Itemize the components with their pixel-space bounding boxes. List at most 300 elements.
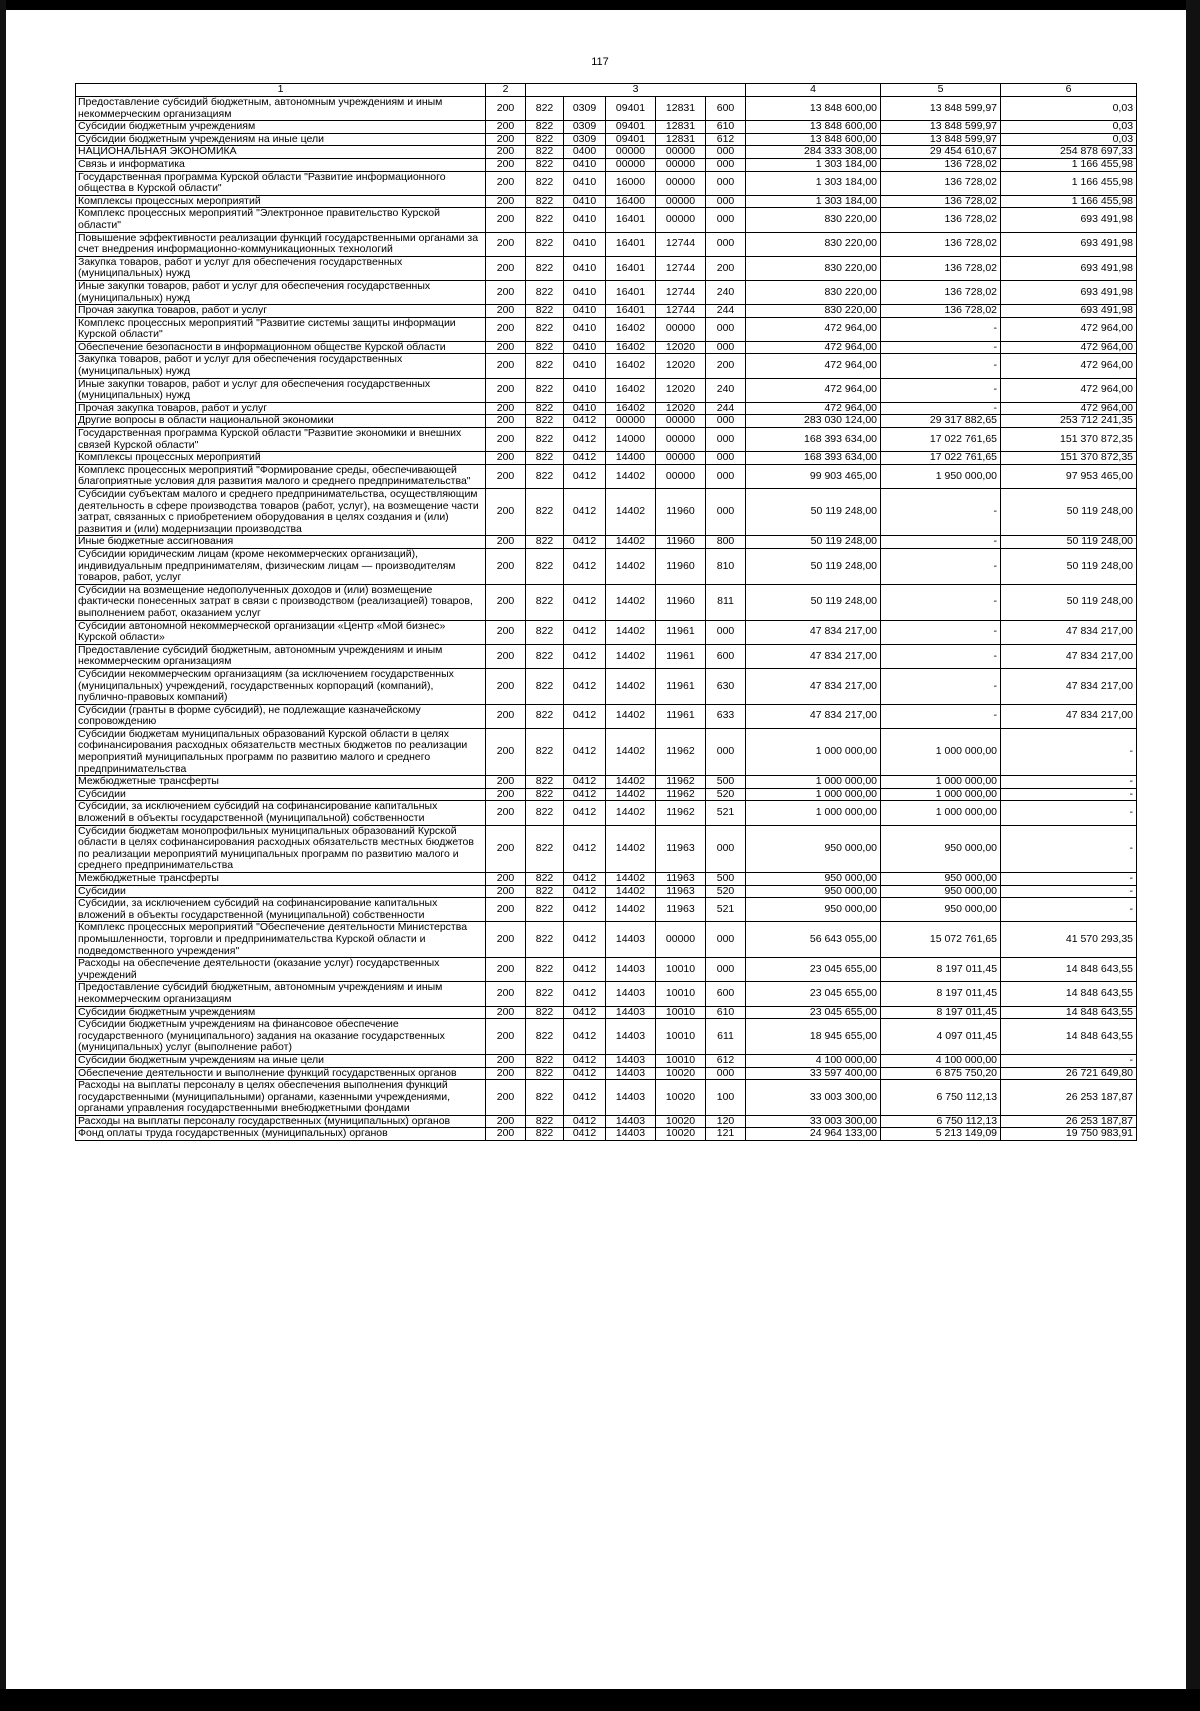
value-4-cell: 830 220,00: [746, 256, 881, 280]
table-row: [76, 428, 1137, 452]
code-7-cell: 520: [706, 788, 746, 801]
code-2-cell: 200: [486, 428, 526, 452]
row-name-cell: Комплекс процессных мероприятий "Обеспечение деятельности Министерства промышленности, торговли и предпринимательства Курской области и подведомственного учреждения": [76, 922, 486, 958]
code-7-cell: 000: [706, 452, 746, 465]
code-2-cell: 200: [486, 97, 526, 121]
value-5-cell: 950 000,00: [881, 885, 1001, 898]
row-name-cell: Субсидии: [76, 885, 486, 898]
scan-border-right: [1186, 0, 1200, 1711]
value-5-cell: -: [881, 584, 1001, 620]
code-7-cell: 000: [706, 317, 746, 341]
code-2-cell: 200: [486, 256, 526, 280]
value-5-cell: 950 000,00: [881, 898, 1001, 922]
table-row: [76, 584, 1137, 620]
value-5-cell: 4 100 000,00: [881, 1054, 1001, 1067]
value-4-cell: 950 000,00: [746, 825, 881, 872]
value-5-cell: -: [881, 644, 1001, 668]
code-4-cell: 0410: [564, 317, 606, 341]
value-6-cell: 1 166 455,98: [1001, 171, 1137, 195]
code-4-cell: 0412: [564, 1067, 606, 1080]
code-5-cell: 16400: [606, 195, 656, 208]
value-4-cell: 1 000 000,00: [746, 776, 881, 789]
code-4-cell: 0412: [564, 464, 606, 488]
code-7-cell: 240: [706, 280, 746, 304]
code-7-cell: 800: [706, 536, 746, 549]
code-2-cell: 200: [486, 548, 526, 584]
value-5-cell: 6 750 112,13: [881, 1115, 1001, 1128]
code-7-cell: 100: [706, 1080, 746, 1116]
code-3-cell: 822: [526, 133, 564, 146]
code-5-cell: 14402: [606, 620, 656, 644]
table-row: [76, 922, 1137, 958]
code-5-cell: 14402: [606, 668, 656, 704]
code-2-cell: 200: [486, 305, 526, 318]
code-6-cell: 10010: [656, 1054, 706, 1067]
code-5-cell: 09401: [606, 133, 656, 146]
row-name-cell: Закупка товаров, работ и услуг для обеспечения государственных (муниципальных) нужд: [76, 354, 486, 378]
code-2-cell: 200: [486, 776, 526, 789]
value-4-cell: 168 393 634,00: [746, 428, 881, 452]
code-4-cell: 0410: [564, 256, 606, 280]
code-3-cell: 822: [526, 1067, 564, 1080]
code-5-cell: 16401: [606, 256, 656, 280]
value-4-cell: 830 220,00: [746, 280, 881, 304]
row-name-cell: НАЦИОНАЛЬНАЯ ЭКОНОМИКА: [76, 146, 486, 159]
code-6-cell: 11963: [656, 885, 706, 898]
code-6-cell: 10010: [656, 1019, 706, 1055]
code-2-cell: 200: [486, 464, 526, 488]
value-6-cell: -: [1001, 776, 1137, 789]
value-6-cell: 19 750 983,91: [1001, 1128, 1137, 1141]
row-name-cell: Субсидии некоммерческим организациям (за исключением государственных (муниципальных) учреждений, государственных корпораций (компаний), публично-правовых компаний): [76, 668, 486, 704]
code-6-cell: 12831: [656, 121, 706, 134]
code-6-cell: 11962: [656, 728, 706, 775]
value-5-cell: -: [881, 317, 1001, 341]
row-name-cell: Субсидии бюджетам монопрофильных муниципальных образований Курской области в целях софинансирования расходных обязательств местных бюджетов по реализации мероприятий муниципальных программ по развитию малого и среднего предпринимательства: [76, 825, 486, 872]
value-5-cell: -: [881, 402, 1001, 415]
code-3-cell: 822: [526, 317, 564, 341]
value-6-cell: 1 166 455,98: [1001, 158, 1137, 171]
code-4-cell: 0412: [564, 1006, 606, 1019]
value-6-cell: 472 964,00: [1001, 402, 1137, 415]
table-row: [76, 305, 1137, 318]
value-4-cell: 472 964,00: [746, 341, 881, 354]
code-4-cell: 0412: [564, 1115, 606, 1128]
code-7-cell: 000: [706, 158, 746, 171]
code-3-cell: 822: [526, 341, 564, 354]
code-3-cell: 822: [526, 873, 564, 886]
code-2-cell: 200: [486, 536, 526, 549]
code-6-cell: 12020: [656, 378, 706, 402]
code-3-cell: 822: [526, 208, 564, 232]
value-6-cell: -: [1001, 885, 1137, 898]
code-5-cell: 14402: [606, 548, 656, 584]
code-3-cell: 822: [526, 232, 564, 256]
row-name-cell: Субсидии субъектам малого и среднего предпринимательства, осуществляющим деятельность в сфере производства товаров (работ, услуг), на возмещение части затрат, связанных с приобретением оборудования в целях создания и (или) развития и (или) модернизации производства: [76, 489, 486, 536]
code-2-cell: 200: [486, 195, 526, 208]
code-7-cell: 000: [706, 195, 746, 208]
value-6-cell: -: [1001, 788, 1137, 801]
code-5-cell: 14402: [606, 704, 656, 728]
value-5-cell: -: [881, 489, 1001, 536]
code-3-cell: 822: [526, 584, 564, 620]
code-6-cell: 12020: [656, 341, 706, 354]
code-2-cell: 200: [486, 1019, 526, 1055]
table-row: [76, 885, 1137, 898]
code-7-cell: 000: [706, 825, 746, 872]
code-4-cell: 0412: [564, 873, 606, 886]
code-5-cell: 16401: [606, 232, 656, 256]
value-6-cell: 472 964,00: [1001, 317, 1137, 341]
row-name-cell: Иные закупки товаров, работ и услуг для обеспечения государственных (муниципальных) нужд: [76, 378, 486, 402]
code-5-cell: 00000: [606, 158, 656, 171]
value-5-cell: 8 197 011,45: [881, 982, 1001, 1006]
code-7-cell: 000: [706, 958, 746, 982]
code-7-cell: 630: [706, 668, 746, 704]
code-2-cell: 200: [486, 922, 526, 958]
code-7-cell: 810: [706, 548, 746, 584]
value-4-cell: 284 333 308,00: [746, 146, 881, 159]
row-name-cell: Субсидии бюджетным учреждениям на иные цели: [76, 1054, 486, 1067]
code-2-cell: 200: [486, 728, 526, 775]
code-4-cell: 0410: [564, 402, 606, 415]
table-row: [76, 958, 1137, 982]
value-5-cell: 5 213 149,09: [881, 1128, 1001, 1141]
code-5-cell: 00000: [606, 415, 656, 428]
row-name-cell: Повышение эффективности реализации функций государственными органами за счет внедрения информационно-коммуникационных технологий: [76, 232, 486, 256]
code-7-cell: 200: [706, 354, 746, 378]
value-4-cell: 13 848 600,00: [746, 121, 881, 134]
table-row: [76, 121, 1137, 134]
value-6-cell: 14 848 643,55: [1001, 1019, 1137, 1055]
code-7-cell: 120: [706, 1115, 746, 1128]
row-name-cell: Другие вопросы в области национальной экономики: [76, 415, 486, 428]
code-5-cell: 14403: [606, 1054, 656, 1067]
value-5-cell: 17 022 761,65: [881, 452, 1001, 465]
code-2-cell: 200: [486, 620, 526, 644]
code-3-cell: 822: [526, 378, 564, 402]
code-7-cell: 610: [706, 1006, 746, 1019]
row-name-cell: Субсидии (гранты в форме субсидий), не подлежащие казначейскому сопровождению: [76, 704, 486, 728]
value-6-cell: -: [1001, 825, 1137, 872]
code-5-cell: 14402: [606, 885, 656, 898]
code-5-cell: 14402: [606, 728, 656, 775]
code-5-cell: 14402: [606, 489, 656, 536]
code-2-cell: 200: [486, 788, 526, 801]
code-3-cell: 822: [526, 788, 564, 801]
code-2-cell: 200: [486, 801, 526, 825]
value-6-cell: -: [1001, 1054, 1137, 1067]
table-row: [76, 536, 1137, 549]
value-5-cell: 136 728,02: [881, 195, 1001, 208]
value-4-cell: 472 964,00: [746, 402, 881, 415]
code-5-cell: 14403: [606, 1006, 656, 1019]
value-6-cell: 0,03: [1001, 133, 1137, 146]
value-4-cell: 47 834 217,00: [746, 668, 881, 704]
table-row: [76, 341, 1137, 354]
code-4-cell: 0412: [564, 452, 606, 465]
code-2-cell: 200: [486, 121, 526, 134]
table-row: [76, 195, 1137, 208]
value-4-cell: 50 119 248,00: [746, 489, 881, 536]
code-2-cell: 200: [486, 232, 526, 256]
code-6-cell: 00000: [656, 452, 706, 465]
value-5-cell: 13 848 599,97: [881, 121, 1001, 134]
code-5-cell: 14402: [606, 788, 656, 801]
code-3-cell: 822: [526, 1019, 564, 1055]
table-row: [76, 452, 1137, 465]
value-4-cell: 1 303 184,00: [746, 195, 881, 208]
code-6-cell: 10020: [656, 1115, 706, 1128]
code-3-cell: 822: [526, 982, 564, 1006]
code-3-cell: 822: [526, 1128, 564, 1141]
table-row: [76, 415, 1137, 428]
code-7-cell: 612: [706, 1054, 746, 1067]
row-name-cell: Субсидии бюджетным учреждениям: [76, 1006, 486, 1019]
value-6-cell: 26 253 187,87: [1001, 1115, 1137, 1128]
code-4-cell: 0412: [564, 885, 606, 898]
value-5-cell: 29 317 882,65: [881, 415, 1001, 428]
code-6-cell: 12744: [656, 305, 706, 318]
code-2-cell: 200: [486, 133, 526, 146]
code-7-cell: 244: [706, 402, 746, 415]
code-4-cell: 0309: [564, 97, 606, 121]
value-5-cell: 1 000 000,00: [881, 801, 1001, 825]
row-name-cell: Иные бюджетные ассигнования: [76, 536, 486, 549]
value-4-cell: 23 045 655,00: [746, 958, 881, 982]
code-3-cell: 822: [526, 668, 564, 704]
code-3-cell: 822: [526, 146, 564, 159]
value-4-cell: 47 834 217,00: [746, 644, 881, 668]
table-row: [76, 788, 1137, 801]
code-5-cell: 16402: [606, 378, 656, 402]
value-5-cell: -: [881, 536, 1001, 549]
value-6-cell: 151 370 872,35: [1001, 428, 1137, 452]
code-6-cell: 11961: [656, 704, 706, 728]
row-name-cell: Субсидии на возмещение недополученных доходов и (или) возмещение фактически понесенных затрат в связи с производством (реализацией) товаров, выполнением работ, оказанием услуг: [76, 584, 486, 620]
code-3-cell: 822: [526, 620, 564, 644]
value-6-cell: 1 166 455,98: [1001, 195, 1137, 208]
code-2-cell: 200: [486, 317, 526, 341]
value-4-cell: 168 393 634,00: [746, 452, 881, 465]
table-row: [76, 1019, 1137, 1055]
value-5-cell: 136 728,02: [881, 171, 1001, 195]
value-4-cell: 1 303 184,00: [746, 171, 881, 195]
table-row: [76, 232, 1137, 256]
code-6-cell: 00000: [656, 208, 706, 232]
value-6-cell: 253 712 241,35: [1001, 415, 1137, 428]
code-6-cell: 12744: [656, 232, 706, 256]
table-row: [76, 620, 1137, 644]
code-5-cell: 16402: [606, 402, 656, 415]
code-3-cell: 822: [526, 536, 564, 549]
code-2-cell: 200: [486, 280, 526, 304]
code-6-cell: 00000: [656, 922, 706, 958]
scan-border-top: [0, 0, 1200, 10]
scan-border-left: [0, 0, 6, 1711]
code-6-cell: 11960: [656, 536, 706, 549]
code-7-cell: 633: [706, 704, 746, 728]
code-5-cell: 14402: [606, 536, 656, 549]
code-5-cell: 14402: [606, 898, 656, 922]
code-6-cell: 10010: [656, 982, 706, 1006]
value-6-cell: 693 491,98: [1001, 232, 1137, 256]
code-2-cell: 200: [486, 885, 526, 898]
value-6-cell: 47 834 217,00: [1001, 668, 1137, 704]
code-6-cell: 00000: [656, 464, 706, 488]
row-name-cell: Комплекс процессных мероприятий "Формирование среды, обеспечивающей благоприятные условия для развития малого и среднего предпринимательства": [76, 464, 486, 488]
code-3-cell: 822: [526, 428, 564, 452]
value-5-cell: 136 728,02: [881, 232, 1001, 256]
code-2-cell: 200: [486, 171, 526, 195]
code-4-cell: 0412: [564, 728, 606, 775]
value-4-cell: 1 303 184,00: [746, 158, 881, 171]
value-5-cell: -: [881, 620, 1001, 644]
value-4-cell: 99 903 465,00: [746, 464, 881, 488]
row-name-cell: Субсидии бюджетным учреждениям: [76, 121, 486, 134]
code-2-cell: 200: [486, 341, 526, 354]
value-6-cell: -: [1001, 801, 1137, 825]
code-4-cell: 0309: [564, 133, 606, 146]
value-6-cell: 151 370 872,35: [1001, 452, 1137, 465]
value-4-cell: 283 030 124,00: [746, 415, 881, 428]
table-row: [76, 1054, 1137, 1067]
value-4-cell: 33 003 300,00: [746, 1115, 881, 1128]
code-5-cell: 14403: [606, 1067, 656, 1080]
code-7-cell: 000: [706, 922, 746, 958]
code-7-cell: 000: [706, 464, 746, 488]
code-3-cell: 822: [526, 158, 564, 171]
code-7-cell: 000: [706, 415, 746, 428]
code-7-cell: 612: [706, 133, 746, 146]
code-4-cell: 0412: [564, 776, 606, 789]
code-7-cell: 521: [706, 898, 746, 922]
code-7-cell: 600: [706, 982, 746, 1006]
code-3-cell: 822: [526, 958, 564, 982]
value-6-cell: 472 964,00: [1001, 341, 1137, 354]
code-7-cell: 611: [706, 1019, 746, 1055]
code-4-cell: 0410: [564, 305, 606, 318]
scan-border-bottom: [0, 1689, 1200, 1711]
code-4-cell: 0412: [564, 788, 606, 801]
code-5-cell: 14402: [606, 644, 656, 668]
value-5-cell: 29 454 610,67: [881, 146, 1001, 159]
code-2-cell: 200: [486, 452, 526, 465]
code-6-cell: 12831: [656, 133, 706, 146]
table-row: [76, 208, 1137, 232]
code-4-cell: 0412: [564, 982, 606, 1006]
code-4-cell: 0400: [564, 146, 606, 159]
code-4-cell: 0410: [564, 195, 606, 208]
code-5-cell: 14402: [606, 776, 656, 789]
table-row: [76, 776, 1137, 789]
code-7-cell: 600: [706, 644, 746, 668]
code-2-cell: 200: [486, 1115, 526, 1128]
row-name-cell: Комплекс процессных мероприятий "Электронное правительство Курской области": [76, 208, 486, 232]
value-5-cell: 950 000,00: [881, 873, 1001, 886]
row-name-cell: Субсидии юридическим лицам (кроме некоммерческих организаций), индивидуальным предпринимателям, физическим лицам — производителям товаров, работ, услуг: [76, 548, 486, 584]
code-6-cell: 12020: [656, 354, 706, 378]
code-3-cell: 822: [526, 825, 564, 872]
row-name-cell: Расходы на выплаты персоналу государственных (муниципальных) органов: [76, 1115, 486, 1128]
row-name-cell: Субсидии бюджетным учреждениям на иные цели: [76, 133, 486, 146]
table-row: [76, 171, 1137, 195]
code-7-cell: 000: [706, 1067, 746, 1080]
code-4-cell: 0412: [564, 428, 606, 452]
table-row: [76, 801, 1137, 825]
code-5-cell: 14403: [606, 1128, 656, 1141]
value-5-cell: -: [881, 378, 1001, 402]
value-6-cell: 693 491,98: [1001, 280, 1137, 304]
row-name-cell: Субсидии, за исключением субсидий на софинансирование капитальных вложений в объекты государственной (муниципальной) собственности: [76, 801, 486, 825]
table-row: [76, 158, 1137, 171]
code-4-cell: 0410: [564, 354, 606, 378]
code-6-cell: 10020: [656, 1128, 706, 1141]
code-6-cell: 10010: [656, 1006, 706, 1019]
code-5-cell: 14400: [606, 452, 656, 465]
table-row: [76, 402, 1137, 415]
code-6-cell: 12744: [656, 280, 706, 304]
value-5-cell: 17 022 761,65: [881, 428, 1001, 452]
value-6-cell: 41 570 293,35: [1001, 922, 1137, 958]
code-5-cell: 16402: [606, 354, 656, 378]
value-4-cell: 830 220,00: [746, 305, 881, 318]
code-4-cell: 0412: [564, 536, 606, 549]
code-6-cell: 11960: [656, 584, 706, 620]
code-3-cell: 822: [526, 898, 564, 922]
code-6-cell: 00000: [656, 146, 706, 159]
row-name-cell: Обеспечение деятельности и выполнение функций государственных органов: [76, 1067, 486, 1080]
value-6-cell: 50 119 248,00: [1001, 536, 1137, 549]
code-3-cell: 822: [526, 354, 564, 378]
code-7-cell: 000: [706, 728, 746, 775]
table-row: [76, 668, 1137, 704]
table-row: [76, 489, 1137, 536]
row-name-cell: Расходы на обеспечение деятельности (оказание услуг) государственных учреждений: [76, 958, 486, 982]
code-4-cell: 0412: [564, 958, 606, 982]
code-4-cell: 0410: [564, 171, 606, 195]
value-4-cell: 830 220,00: [746, 232, 881, 256]
code-2-cell: 200: [486, 1054, 526, 1067]
code-3-cell: 822: [526, 548, 564, 584]
code-2-cell: 200: [486, 873, 526, 886]
code-2-cell: 200: [486, 982, 526, 1006]
value-6-cell: 50 119 248,00: [1001, 548, 1137, 584]
table-header-row: [76, 84, 1137, 97]
value-5-cell: 13 848 599,97: [881, 133, 1001, 146]
value-4-cell: 950 000,00: [746, 873, 881, 886]
value-5-cell: 6 750 112,13: [881, 1080, 1001, 1116]
value-4-cell: 50 119 248,00: [746, 584, 881, 620]
code-4-cell: 0412: [564, 1128, 606, 1141]
code-4-cell: 0410: [564, 341, 606, 354]
value-5-cell: -: [881, 341, 1001, 354]
row-name-cell: Закупка товаров, работ и услуг для обеспечения государственных (муниципальных) нужд: [76, 256, 486, 280]
value-5-cell: 13 848 599,97: [881, 97, 1001, 121]
table-row: [76, 644, 1137, 668]
value-4-cell: 950 000,00: [746, 885, 881, 898]
row-name-cell: Обеспечение безопасности в информационном обществе Курской области: [76, 341, 486, 354]
code-7-cell: 240: [706, 378, 746, 402]
code-4-cell: 0412: [564, 922, 606, 958]
code-6-cell: 11961: [656, 620, 706, 644]
code-2-cell: 200: [486, 1080, 526, 1116]
value-5-cell: 8 197 011,45: [881, 1006, 1001, 1019]
code-5-cell: 14403: [606, 982, 656, 1006]
header-col-5: 5: [881, 84, 1001, 97]
code-5-cell: 14000: [606, 428, 656, 452]
table-row: [76, 873, 1137, 886]
